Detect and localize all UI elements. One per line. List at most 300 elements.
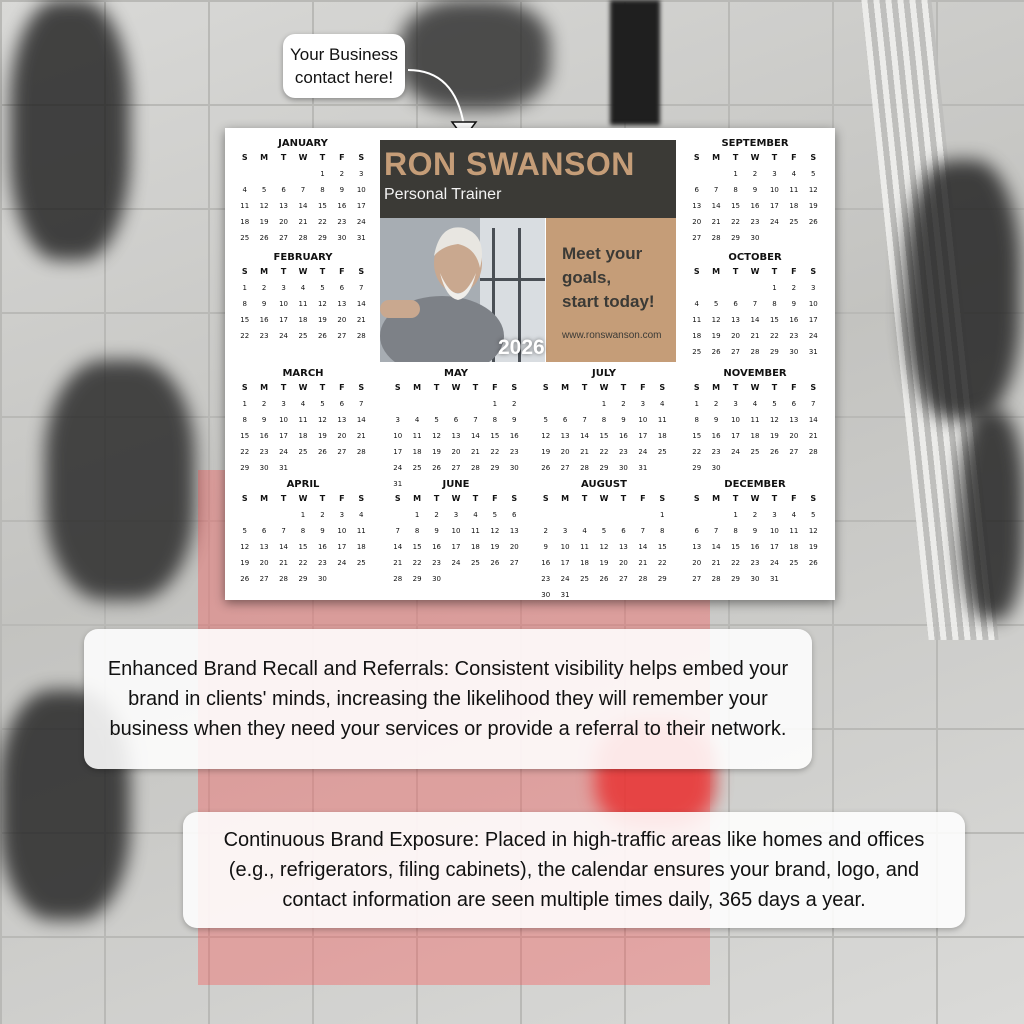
day-cell: 27 <box>618 575 628 583</box>
day-cell: 16 <box>711 432 721 440</box>
day-cell: 11 <box>580 543 590 551</box>
weekday-label: F <box>492 494 498 503</box>
weekday-label: T <box>472 494 479 503</box>
day-cell: 23 <box>509 448 519 456</box>
day-cell: 17 <box>638 432 648 440</box>
day-cell: 16 <box>432 543 442 551</box>
day-empty <box>536 507 555 523</box>
day-cell: 13 <box>789 416 799 424</box>
business-name: RON SWANSON <box>384 146 635 182</box>
day-cell: 4 <box>300 284 306 292</box>
day-cell: 27 <box>259 575 269 583</box>
day-cell: 22 <box>599 448 609 456</box>
weekday-label: T <box>280 267 287 276</box>
day-cell: 18 <box>789 202 799 210</box>
day-cell: 7 <box>752 300 758 308</box>
day-cell: 12 <box>541 432 551 440</box>
month-july <box>536 368 672 476</box>
day-cell: 20 <box>560 448 570 456</box>
day-cell: 9 <box>752 527 758 535</box>
day-cell: 12 <box>711 316 721 324</box>
day-cell: 19 <box>769 432 779 440</box>
weekday-label: F <box>492 383 498 392</box>
day-cell: 2 <box>752 511 758 519</box>
day-cell: 2 <box>543 527 548 535</box>
weekday-label: W <box>451 494 461 503</box>
day-cell: 27 <box>789 448 799 456</box>
weekday-label: T <box>732 383 739 392</box>
day-empty <box>427 396 446 412</box>
day-cell: 1 <box>733 511 738 519</box>
day-cell: 31 <box>356 234 366 242</box>
day-cell: 11 <box>356 527 366 535</box>
day-cell: 2 <box>434 511 439 519</box>
day-cell: 15 <box>240 316 250 324</box>
day-cell: 15 <box>412 543 422 551</box>
website-url: www.ronswanson.com <box>562 330 662 341</box>
promo-headline-line: start today! <box>562 292 655 311</box>
business-role: Personal Trainer <box>384 186 502 203</box>
weekday-label: M <box>260 383 269 392</box>
day-cell: 17 <box>731 432 741 440</box>
day-cell: 16 <box>541 559 551 567</box>
weekday-label: F <box>791 267 797 276</box>
day-empty <box>254 166 273 182</box>
weekday-label: T <box>581 383 588 392</box>
callout-line-2: contact here! <box>294 68 394 87</box>
day-cell: 4 <box>582 527 587 535</box>
day-cell: 5 <box>543 416 548 424</box>
day-cell: 11 <box>657 416 667 424</box>
day-cell: 29 <box>731 234 741 242</box>
weekday-label: T <box>771 267 778 276</box>
day-cell: 25 <box>298 332 308 340</box>
day-cell: 24 <box>451 559 461 567</box>
day-cell: 17 <box>769 202 779 210</box>
weekday-label: M <box>413 494 422 503</box>
day-cell: 9 <box>621 416 626 424</box>
day-cell: 27 <box>692 234 702 242</box>
day-cell: 19 <box>240 559 250 567</box>
day-cell: 18 <box>692 332 702 340</box>
day-cell: 19 <box>317 432 327 440</box>
day-cell: 13 <box>692 202 702 210</box>
weekday-label: T <box>280 494 287 503</box>
weekday-header <box>687 491 823 507</box>
weekday-label: S <box>659 383 666 392</box>
day-cell: 5 <box>320 284 325 292</box>
weekday-label: S <box>241 494 248 503</box>
day-cell: 28 <box>808 448 818 456</box>
day-cell: 29 <box>769 348 779 356</box>
promo-headline <box>562 242 655 314</box>
day-cell: 15 <box>490 432 500 440</box>
day-cell: 7 <box>395 527 400 535</box>
day-cell: 8 <box>242 300 247 308</box>
day-cell: 10 <box>731 416 741 424</box>
day-cell: 14 <box>808 416 818 424</box>
day-empty <box>575 507 594 523</box>
month-february <box>235 252 371 344</box>
weekday-label: F <box>339 267 345 276</box>
day-cell: 3 <box>733 400 738 408</box>
day-cell: 14 <box>750 316 760 324</box>
day-empty <box>687 166 706 182</box>
day-cell: 19 <box>541 448 551 456</box>
weekday-label: M <box>712 267 721 276</box>
day-cell: 4 <box>359 511 364 519</box>
day-empty <box>235 166 254 182</box>
pedestrian <box>45 360 195 600</box>
day-grid <box>687 507 823 587</box>
weekday-label: W <box>298 494 308 503</box>
weekday-label: S <box>394 383 401 392</box>
day-cell: 8 <box>733 527 738 535</box>
day-cell: 15 <box>731 202 741 210</box>
weekday-label: T <box>280 153 287 162</box>
weekday-label: W <box>599 383 609 392</box>
month-march <box>235 368 371 476</box>
day-cell: 8 <box>694 416 699 424</box>
day-empty <box>706 507 725 523</box>
day-cell: 4 <box>752 400 758 408</box>
day-cell: 18 <box>356 543 366 551</box>
month-title: NOVEMBER <box>723 368 787 379</box>
promo-box <box>546 218 676 362</box>
brand-banner <box>380 140 676 362</box>
day-empty <box>466 396 485 412</box>
day-cell: 19 <box>490 543 500 551</box>
day-cell: 13 <box>731 316 741 324</box>
weekday-label: F <box>640 494 646 503</box>
day-cell: 8 <box>414 527 420 535</box>
day-grid <box>235 280 371 344</box>
day-cell: 18 <box>298 316 308 324</box>
day-cell: 7 <box>811 400 816 408</box>
day-empty <box>446 396 465 412</box>
day-empty <box>388 507 407 523</box>
weekday-label: W <box>750 494 760 503</box>
day-cell: 14 <box>580 432 590 440</box>
day-cell: 27 <box>692 575 702 583</box>
weekday-label: S <box>241 153 248 162</box>
day-cell: 14 <box>356 416 366 424</box>
day-cell: 20 <box>337 432 347 440</box>
day-cell: 21 <box>638 559 648 567</box>
day-cell: 1 <box>320 170 325 178</box>
day-cell: 25 <box>470 559 480 567</box>
day-cell: 17 <box>560 559 570 567</box>
day-cell: 11 <box>750 416 760 424</box>
day-cell: 29 <box>240 464 250 472</box>
month-november <box>687 368 823 476</box>
day-cell: 26 <box>599 575 609 583</box>
day-cell: 26 <box>490 559 500 567</box>
weekday-label: S <box>810 383 817 392</box>
weekday-label: M <box>413 383 422 392</box>
day-cell: 19 <box>599 559 609 567</box>
day-cell: 26 <box>769 448 779 456</box>
day-cell: 8 <box>660 527 665 535</box>
day-cell: 10 <box>393 432 403 440</box>
day-cell: 4 <box>414 416 420 424</box>
day-cell: 27 <box>560 464 570 472</box>
day-cell: 7 <box>359 400 364 408</box>
day-cell: 21 <box>711 218 721 226</box>
day-cell: 30 <box>789 348 799 356</box>
day-cell: 3 <box>453 511 459 519</box>
day-empty <box>706 166 725 182</box>
day-cell: 8 <box>492 416 498 424</box>
day-cell: 8 <box>772 300 777 308</box>
day-cell: 20 <box>692 218 702 226</box>
day-cell: 19 <box>317 316 327 324</box>
weekday-label: S <box>358 383 365 392</box>
day-cell: 9 <box>543 543 548 551</box>
day-cell: 6 <box>694 186 699 194</box>
weekday-header <box>235 491 371 507</box>
weekday-label: T <box>732 153 739 162</box>
day-cell: 26 <box>259 234 269 242</box>
day-cell: 22 <box>240 448 250 456</box>
day-cell: 17 <box>279 432 289 440</box>
weekday-label: T <box>771 494 778 503</box>
day-cell: 13 <box>279 202 289 210</box>
weekday-label: F <box>640 383 646 392</box>
weekday-label: S <box>659 494 666 503</box>
day-cell: 30 <box>750 575 760 583</box>
day-cell: 4 <box>694 300 699 308</box>
day-cell: 16 <box>509 432 519 440</box>
day-cell: 23 <box>337 218 347 226</box>
day-empty <box>594 507 613 523</box>
day-cell: 4 <box>473 511 478 519</box>
day-cell: 23 <box>789 332 799 340</box>
day-cell: 28 <box>298 234 308 242</box>
day-cell: 4 <box>791 170 797 178</box>
day-cell: 12 <box>808 186 818 194</box>
day-cell: 17 <box>337 543 347 551</box>
day-cell: 19 <box>808 202 818 210</box>
day-cell: 9 <box>261 300 267 308</box>
weekday-label: W <box>750 153 760 162</box>
day-cell: 25 <box>692 348 702 356</box>
day-cell: 21 <box>750 332 760 340</box>
promo-headline-line: goals, <box>562 268 612 287</box>
day-cell: 23 <box>432 559 442 567</box>
weekday-label: S <box>542 494 549 503</box>
day-empty <box>687 507 706 523</box>
month-title: SEPTEMBER <box>721 138 789 149</box>
day-cell: 22 <box>490 448 500 456</box>
day-cell: 3 <box>339 511 345 519</box>
day-cell: 5 <box>713 300 719 308</box>
day-cell: 6 <box>694 527 699 535</box>
day-grid <box>536 507 672 603</box>
weekday-label: M <box>561 494 570 503</box>
day-cell: 9 <box>791 300 797 308</box>
day-cell: 28 <box>356 448 366 456</box>
day-cell: 2 <box>320 511 325 519</box>
day-cell: 19 <box>711 332 721 340</box>
day-cell: 10 <box>337 527 347 535</box>
day-cell: 8 <box>601 416 607 424</box>
day-cell: 7 <box>359 284 364 292</box>
day-cell: 28 <box>279 575 289 583</box>
day-cell: 13 <box>337 416 347 424</box>
weekday-label: S <box>358 267 365 276</box>
pedestrian <box>960 410 1024 620</box>
day-cell: 3 <box>395 416 400 424</box>
day-cell: 26 <box>240 575 250 583</box>
day-cell: 8 <box>242 416 247 424</box>
day-cell: 10 <box>560 543 570 551</box>
day-cell: 1 <box>694 400 699 408</box>
weekday-label: T <box>319 494 326 503</box>
day-cell: 18 <box>240 218 250 226</box>
day-cell: 17 <box>769 543 779 551</box>
day-cell: 10 <box>279 416 289 424</box>
day-cell: 28 <box>356 332 366 340</box>
day-cell: 24 <box>638 448 648 456</box>
day-cell: 24 <box>356 218 366 226</box>
day-cell: 7 <box>713 186 719 194</box>
day-cell: 24 <box>393 464 403 472</box>
day-cell: 23 <box>750 218 760 226</box>
day-cell: 22 <box>657 559 667 567</box>
banner-header <box>380 140 676 218</box>
day-cell: 9 <box>320 527 325 535</box>
day-cell: 2 <box>713 400 719 408</box>
day-cell: 18 <box>412 448 422 456</box>
day-cell: 20 <box>279 218 289 226</box>
day-empty <box>388 396 407 412</box>
day-cell: 18 <box>298 432 308 440</box>
day-cell: 23 <box>259 332 269 340</box>
day-cell: 25 <box>789 559 799 567</box>
calendar-2026 <box>225 128 835 600</box>
day-cell: 2 <box>339 170 345 178</box>
day-cell: 10 <box>808 300 818 308</box>
day-cell: 26 <box>711 348 721 356</box>
day-cell: 11 <box>240 202 250 210</box>
weekday-label: M <box>561 383 570 392</box>
weekday-label: S <box>810 267 817 276</box>
day-cell: 10 <box>638 416 648 424</box>
day-cell: 11 <box>789 527 799 535</box>
weekday-label: W <box>599 494 609 503</box>
weekday-header <box>235 150 371 166</box>
day-grid <box>687 166 823 246</box>
day-cell: 31 <box>638 464 648 472</box>
day-cell: 2 <box>791 284 797 292</box>
day-cell: 20 <box>618 559 628 567</box>
day-cell: 28 <box>750 348 760 356</box>
day-empty <box>745 280 764 296</box>
weekday-label: T <box>620 383 627 392</box>
day-cell: 1 <box>492 400 498 408</box>
day-cell: 14 <box>393 543 403 551</box>
weekday-label: T <box>319 153 326 162</box>
day-cell: 23 <box>259 448 269 456</box>
info-text-brand-recall: Enhanced Brand Recall and Referrals: Consistent visibility helps embed your brand in clients' minds, increasing the likelihood they will remember your business when they need your services or provide a referral to their network. <box>107 658 789 740</box>
day-empty <box>633 507 652 523</box>
day-cell: 20 <box>337 316 347 324</box>
day-cell: 20 <box>509 543 519 551</box>
day-empty <box>407 396 426 412</box>
day-cell: 23 <box>618 448 628 456</box>
weekday-label: S <box>693 267 700 276</box>
day-cell: 24 <box>337 559 347 567</box>
weekday-label: T <box>319 383 326 392</box>
day-cell: 15 <box>731 543 741 551</box>
day-cell: 21 <box>470 448 480 456</box>
day-cell: 6 <box>281 186 286 194</box>
day-cell: 25 <box>750 448 760 456</box>
day-cell: 7 <box>281 527 286 535</box>
weekday-header <box>536 491 672 507</box>
day-cell: 31 <box>769 575 779 583</box>
day-cell: 30 <box>711 464 721 472</box>
weekday-label: W <box>298 267 308 276</box>
day-cell: 11 <box>692 316 702 324</box>
day-cell: 3 <box>359 170 364 178</box>
day-empty <box>575 396 594 412</box>
promo-headline-line: Meet your <box>562 244 643 263</box>
day-cell: 10 <box>356 186 366 194</box>
day-cell: 7 <box>582 416 587 424</box>
day-cell: 15 <box>298 543 308 551</box>
day-cell: 9 <box>261 416 267 424</box>
weekday-header <box>388 491 524 507</box>
day-cell: 14 <box>470 432 480 440</box>
month-title: AUGUST <box>581 479 627 490</box>
weekday-header <box>536 380 672 396</box>
day-cell: 20 <box>451 448 461 456</box>
weekday-label: T <box>732 267 739 276</box>
day-cell: 2 <box>621 400 626 408</box>
weekday-label: F <box>791 383 797 392</box>
day-cell: 12 <box>769 416 779 424</box>
info-text-brand-exposure: Continuous Brand Exposure: Placed in high-traffic areas like homes and offices (e.g., refrigerators, filing cabinets), the calendar ensures your brand, logo, and contact information are seen multiple times daily, 365 days a year. <box>223 829 925 911</box>
day-cell: 28 <box>711 234 721 242</box>
day-cell: 22 <box>692 448 702 456</box>
weekday-label: F <box>791 153 797 162</box>
day-cell: 4 <box>242 186 247 194</box>
day-cell: 30 <box>618 464 628 472</box>
weekday-label: T <box>620 494 627 503</box>
day-cell: 10 <box>451 527 461 535</box>
day-cell: 5 <box>601 527 607 535</box>
day-cell: 8 <box>733 186 738 194</box>
day-grid <box>388 396 524 492</box>
day-cell: 1 <box>242 400 247 408</box>
day-cell: 18 <box>657 432 667 440</box>
day-cell: 11 <box>298 300 308 308</box>
day-cell: 9 <box>434 527 439 535</box>
day-cell: 21 <box>808 432 818 440</box>
day-empty <box>555 507 574 523</box>
day-cell: 9 <box>713 416 719 424</box>
day-cell: 9 <box>339 186 345 194</box>
day-cell: 21 <box>356 316 366 324</box>
day-cell: 3 <box>811 284 816 292</box>
day-empty <box>536 396 555 412</box>
day-cell: 25 <box>356 559 366 567</box>
month-october <box>687 252 823 360</box>
day-cell: 26 <box>808 559 818 567</box>
day-cell: 5 <box>242 527 247 535</box>
